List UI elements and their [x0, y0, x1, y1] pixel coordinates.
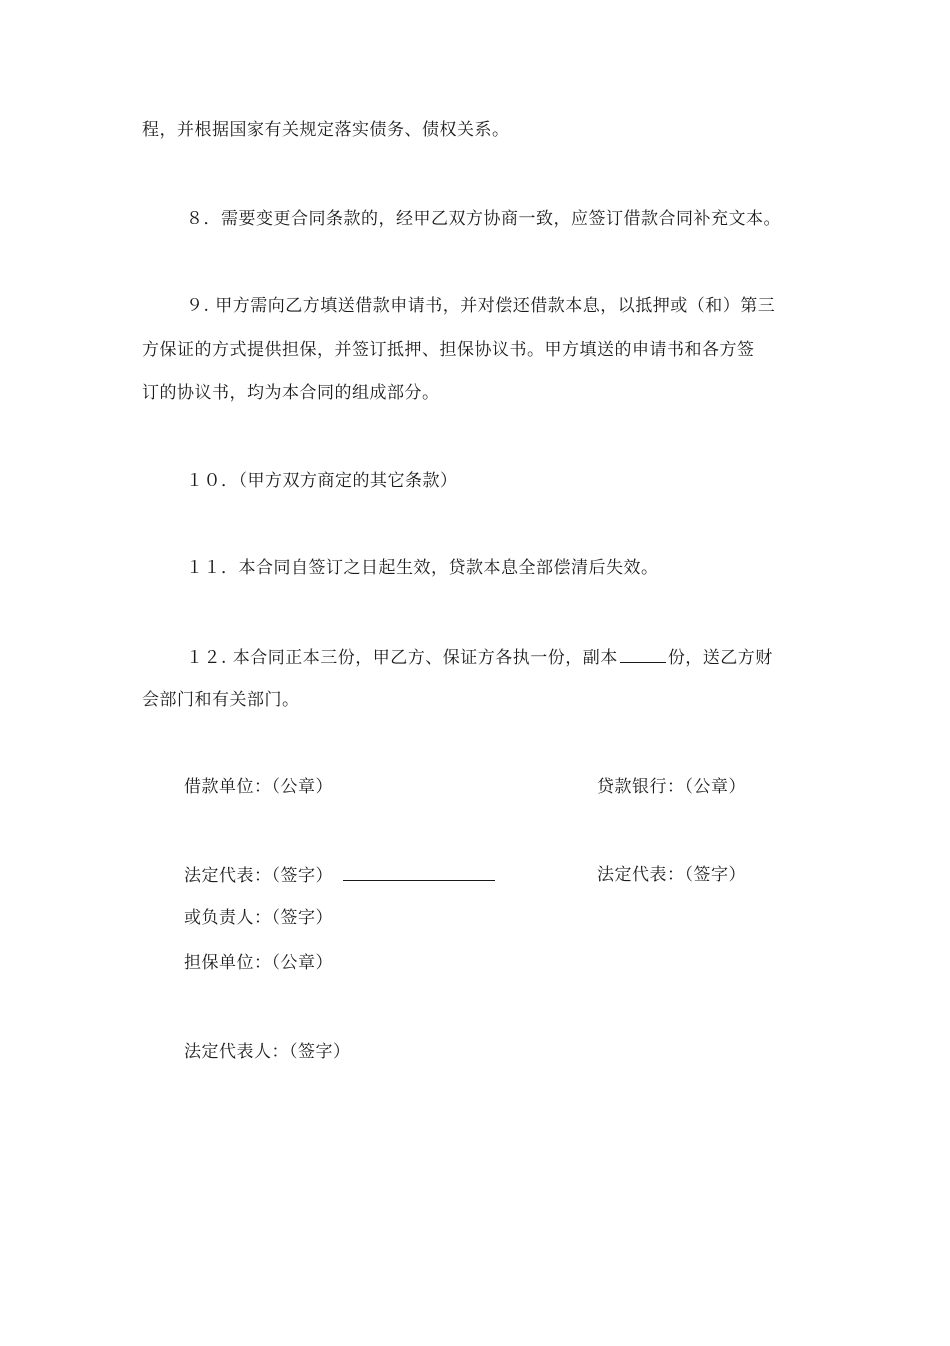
lender-bank-seal: 贷款银行：（公章）	[597, 777, 746, 797]
clause-9-line-3: 订的协议书，均为本合同的组成部分。	[142, 383, 440, 403]
clause-10: １０．（甲方双方商定的其它条款）	[186, 471, 458, 491]
borrower-unit-seal: 借款单位：（公章）	[184, 777, 333, 797]
clause-12-line-2: 会部门和有关部门。	[142, 690, 300, 710]
guarantor-unit-seal: 担保单位：（公章）	[184, 953, 333, 973]
legal-rep-left	[184, 864, 495, 887]
clause-9-line-2: 方保证的方式提供担保，并签订抵押、担保协议书。甲方填送的申请书和各方签	[142, 340, 755, 360]
clause-11: １１．本合同自签订之日起生效，贷款本息全部偿清后失效。	[186, 558, 659, 578]
clause-12-line-1	[186, 646, 773, 669]
clause-12-text-b: 份，送乙方财	[667, 648, 773, 668]
clause-12-text-a: １２. 本合同正本三份，甲乙方、保证方各执一份，副本	[186, 648, 618, 668]
copies-blank-field	[620, 646, 666, 663]
legal-rep-right: 法定代表：（签字）	[597, 865, 746, 885]
clause-8: ８．需要变更合同条款的，经甲乙双方协商一致，应签订借款合同补充文本。	[186, 209, 781, 229]
guarantor-legal-rep: 法定代表人：（签字）	[184, 1042, 351, 1062]
signature-blank-line	[343, 864, 495, 881]
or-responsible-person: 或负责人：（签字）	[184, 908, 333, 928]
clause-7-continuation: 程，并根据国家有关规定落实债务、债权关系。	[142, 120, 510, 140]
legal-rep-left-label: 法定代表：（签字）	[184, 866, 333, 886]
clause-9-line-1: ９. 甲方需向乙方填送借款申请书，并对偿还借款本息，以抵押或（和）第三	[186, 296, 776, 316]
